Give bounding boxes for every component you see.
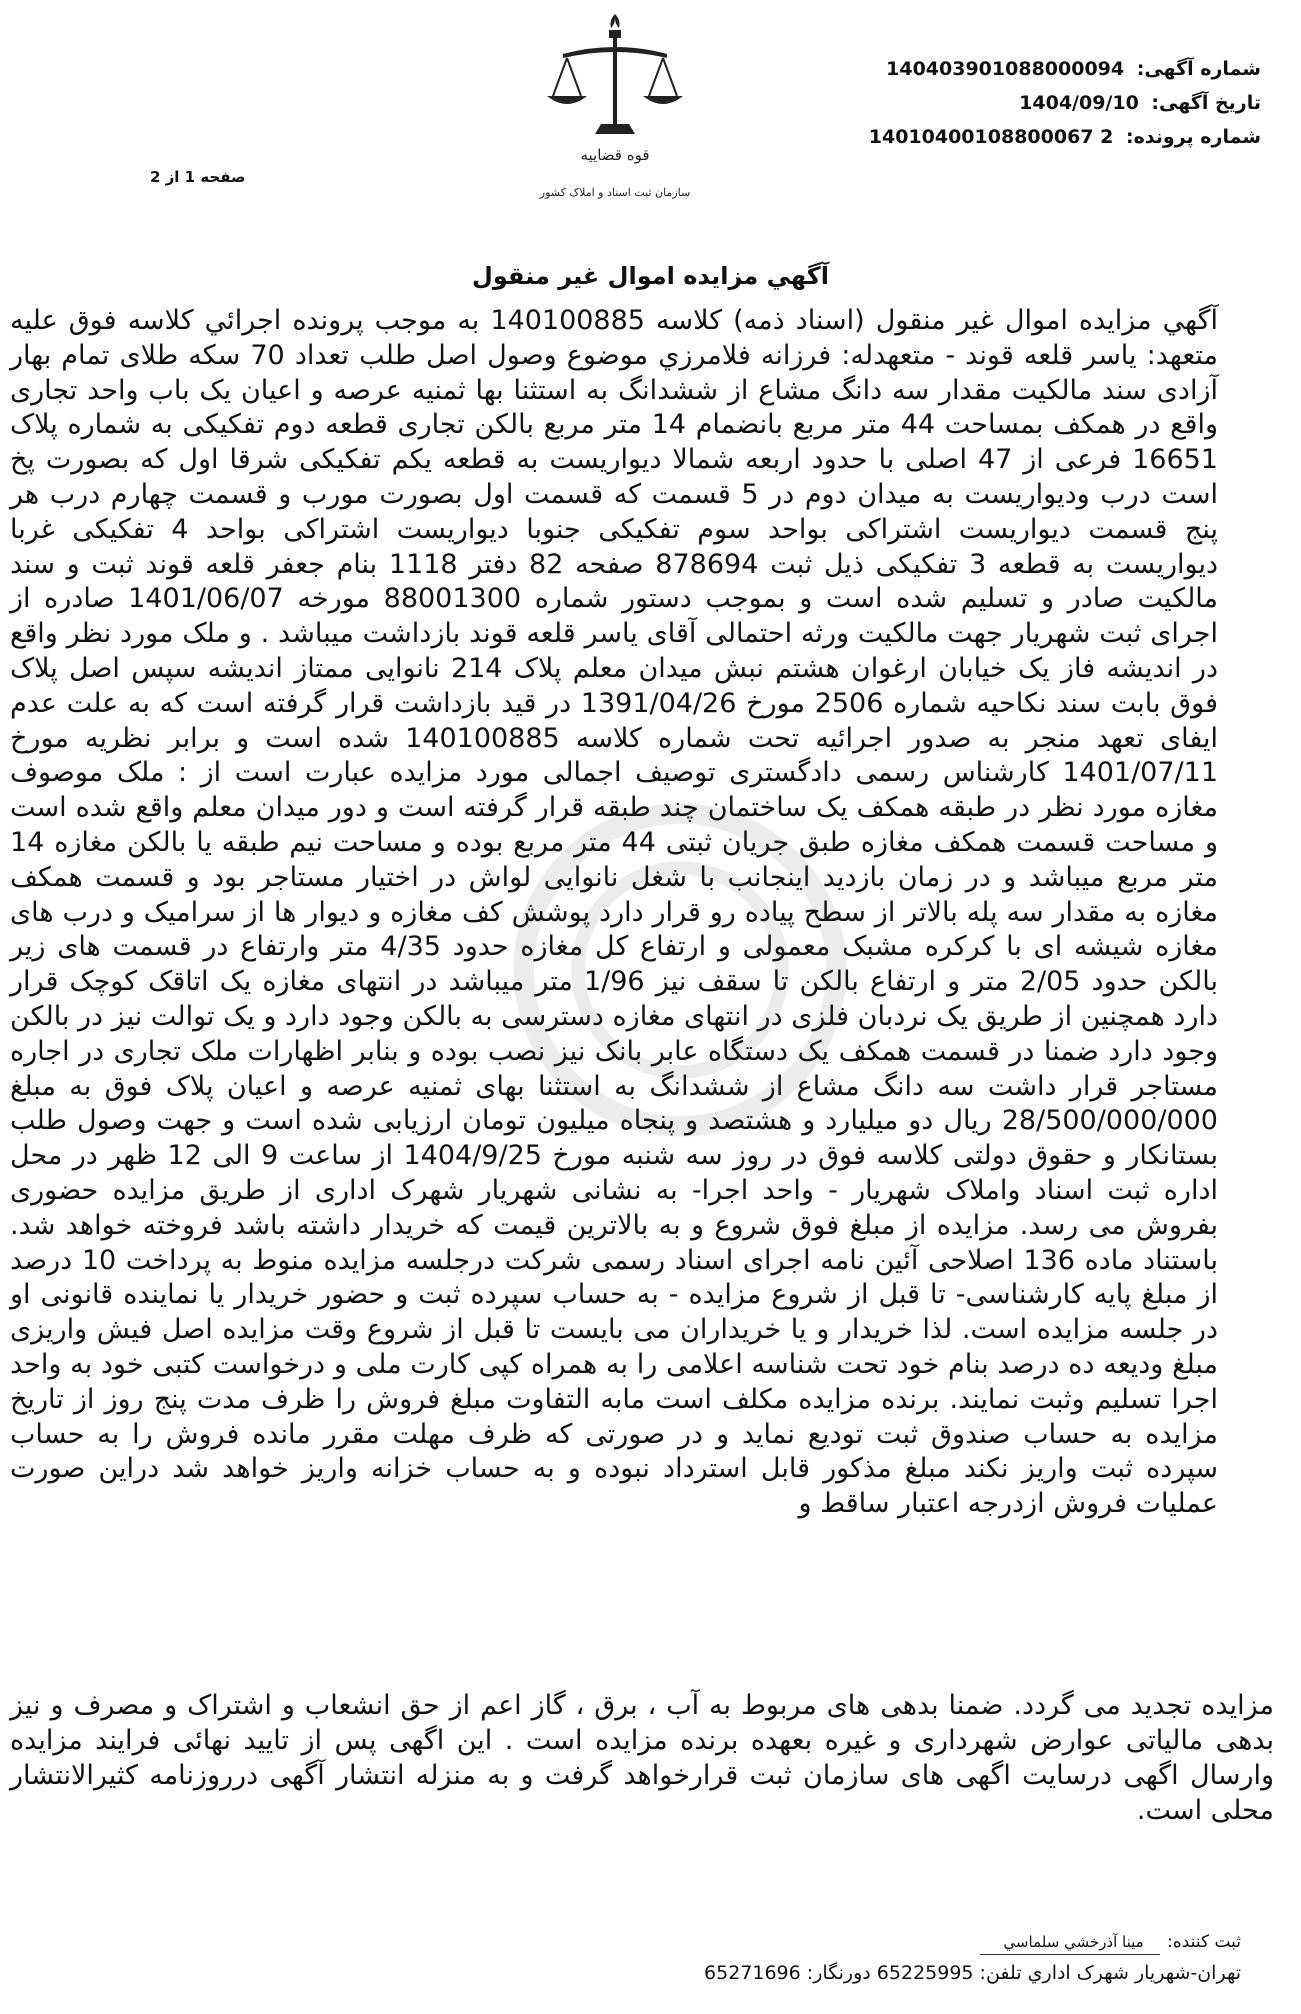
ad-date-row bbox=[801, 86, 1261, 120]
footer-divider bbox=[980, 1954, 1160, 1955]
emblem-text-org: سازمان ثبت اسناد و املاک کشور bbox=[539, 186, 691, 199]
case-number-value: 14010400108800067 2 bbox=[868, 126, 1114, 148]
notice-tail: مزایده تجدید می گردد. ضمنا بدهی های مربوط به آب ، برق ، گاز اعم از حق انشعاب و اشتراک و مصرف و نیز بدهی مالیاتی عوارض شهرداری و غیره بعهده برنده مزایده است . این اگهی پس از تایید نهائی فرایند مزایده وارسال اگهی درسایت اگهی های سازمان ثبت قرارخواهد گرفت و به منزله انتشار آگهی درروزنامه کثیرالانتشار محلی است. bbox=[10, 1690, 1274, 1826]
case-number-row bbox=[801, 120, 1261, 154]
ad-number-value: 140403901088000094 bbox=[886, 58, 1125, 80]
emblem-text-judiciary: قوه قضاییه bbox=[580, 146, 650, 164]
notice-body: آگهي مزايده اموال غير منقول (اسناد ذمه) کلاسه 140100885 به موجب پرونده اجرائي کلاسه فوق عليه متعهد: ياسر قلعه قوند - متعهدله: فرزانه فلامرزي موضوع وصول اصل طلب تعداد 70 سکه طلای تمام بهار آزادی سند مالکیت مقدار سه دانگ مشاع از ششدانگ به استثنا بها ثمنیه عرصه و اعیان یک باب واحد تجاری واقع در همکف بمساحت 44 متر مربع بانضمام 14 متر مربع بالکن تجاری قطعه دوم تفکیکی به شماره پلاک 16651 فرعی از 47 اصلی با حدود اربعه شمالا دیواریست به قطعه یکم تفکیکی شرقا اول که بصورت پخ است درب ودیواریست به میدان دوم در 5 قسمت که قسمت اول بصورت مورب و قسمت چهارم درب هر پنج قسمت دیواریست اشتراکی بواحد سوم تفکیکی جنوبا دیواریست اشتراکی بواحد 4 تفکیکی غربا دیواریست به قطعه 3 تفکیکی ذیل ثبت 878694 صفحه 82 دفتر 1118 بنام جعفر قلعه قوند ثبت و سند مالکیت صادر و تسلیم شده است و بموجب دستور شماره 88001300 مورخه 1401/06/07 صادره از اجرای ثبت شهریار جهت مالکیت ورثه احتمالی آقای یاسر قلعه قوند بازداشت میباشد . و ملک مورد نظر واقع در اندیشه فاز یک خیابان ارغوان هشتم نبش میدان معلم پلاک 214 نانوایی ممتاز اندیشه سپس اصل پلاک فوق بابت سند نکاحیه شماره 2506 مورخ 1391/04/26 در قید بازداشت قرار گرفته است که به علت عدم ایفای تعهد منجر به صدور اجرائیه تحت شماره کلاسه 140100885 شده است و برابر نظریه مورخ 1401/07/11 کارشناس رسمی دادگستری توصیف اجمالی مورد مزایده عبارت است از : ملک موصوف مغازه مورد نظر در طبقه همکف یک ساختمان چند طبقه قرار گرفته است و دور میدان معلم واقع شده است و مساحت قسمت همکف مغازه طبق جریان ثبتی 44 متر مربع بوده و مساحت نیم طبقه یا بالکن مغازه 14 متر مربع میباشد و در زمان بازدید اینجانب با شغل نانوایی لواش در اختیار مستاجر بود و قسمت همکف مغازه به مقدار سه پله بالاتر از سطح پیاده رو قرار دارد پوشش کف مغازه و دیوار ها از سرامیک و درب های مغازه شیشه ای با کرکره مشبک معمولی و ارتفاع کل مغازه حدود 4/35 متر وارتفاع در قسمت های زیر بالکن حدود 2/05 متر و ارتفاع بالکن تا سقف نیز 1/96 متر میباشد در انتهای مغازه یک اتاقک کوچک قرار دارد همچنین از طریق یک نردبان فلزی در انتهای مغازه دسترسی به بالکن وجود دارد و یک توالت نیز در بالکن وجود دارد ضمنا در قسمت همکف یک دستگاه عابر بانک نیز نصب بوده و بنابر اظهارات ملک تجاری در اجاره مستاجر قرار داشت سه دانگ مشاع از ششدانگ به استثنا بهای ثمنیه عرصه و اعیان پلاک فوق به مبلغ 28/500/000/000 ریال دو میلیارد و هشتصد و پنجاه میلیون تومان ارزیابی شده است و جهت وصول طلب بستانکار و حقوق دولتی کلاسه فوق در روز سه شنبه مورخ 1404/9/25 از ساعت 9 الی 12 ظهر در محل اداره ثبت اسناد واملاک شهریار - واحد اجرا- به نشانی شهریار شهرک اداری از طریق مزایده حضوری بفروش می رسد. مزایده از مبلغ فوق شروع و به بالاترین قیمت که خریدار داشته باشد فروخته خواهد شد. باستناد ماده 136 اصلاحی آئین نامه اجرای اسناد رسمی شرکت درجلسه مزایده منوط به پرداخت 10 درصد از مبلغ پایه کارشناسی- تا قبل از شروع مزایده - به حساب سپرده ثبت و حضور خریدار یا نماینده قانونی او در جلسه مزایده است. لذا خریدار و یا خریداران می بایست تا قبل از شروع وقت مزایده اصل فیش واریزی مبلغ ودیعه ده درصد بنام خود تحت شناسه اعلامی را به همراه کپی کارت ملی و درخواست کتبی خود به واحد اجرا تسلیم وثبت نمایند. برنده مزایده مکلف است مابه التفاوت مبلغ فروش را ظرف مدت پنج روز از تاریخ مزایده به حساب صندوق ثبت تودیع نماید و در صورتی که ظرف مهلت مقرر مانده فروش را به حساب سپرده ثبت واریز نکند مبلغ مذکور قابل استرداد نبوده و به حساب خزانه واریز خواهد شد دراین صورت عملیات فروش ازدرجه اعتبار ساقط و bbox=[10, 305, 1219, 1520]
registrar-line bbox=[1003, 1932, 1241, 1952]
notice-title: آگهي مزايده اموال غير منقول bbox=[472, 262, 829, 290]
ad-number-label: شماره آگهی: bbox=[1136, 58, 1261, 80]
case-number-label: شماره پرونده: bbox=[1125, 126, 1261, 148]
registrar-name: مينا آذرخشي سلماسي bbox=[1003, 1933, 1144, 1951]
registrar-label: ثبت کننده: bbox=[1167, 1932, 1241, 1952]
ad-date-label: تاریخ آگهی: bbox=[1151, 92, 1261, 114]
contact-line: تهران-شهريار شهرک اداري تلفن: 65225995 دورنگار: 65271696 bbox=[704, 1962, 1241, 1984]
ad-number-row bbox=[801, 52, 1261, 86]
page-number: صفحه 1 از 2 bbox=[150, 168, 246, 186]
scales-of-justice-emblem-icon bbox=[535, 8, 695, 213]
notice-meta bbox=[801, 52, 1261, 154]
ad-date-value: 1404/09/10 bbox=[1019, 92, 1139, 114]
